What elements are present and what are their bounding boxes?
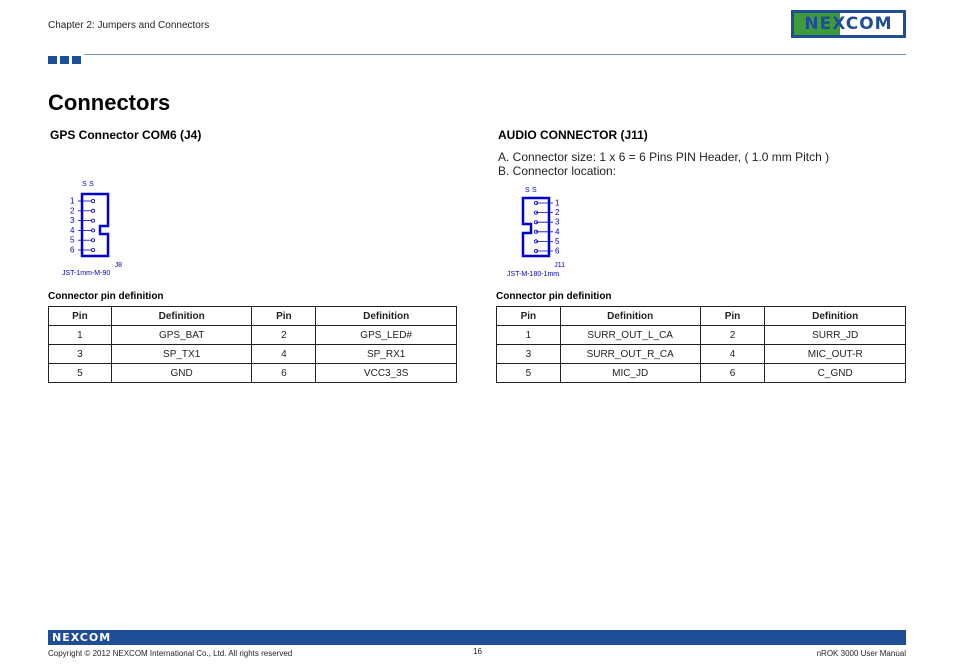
gps-pin-number: 3 [70,216,75,226]
footer-manual-name: nROK 3000 User Manual [816,649,906,658]
page-title: Connectors [48,90,171,115]
audio-connector-diagram [505,183,575,280]
gps-heading: GPS Connector COM6 (J4) [50,128,202,142]
table-header: Definition [765,307,906,326]
table-header: Definition [316,307,457,326]
chapter-label: Chapter 2: Jumpers and Connectors [48,20,210,31]
nexcom-logo [791,10,906,38]
table-header: Pin [700,307,765,326]
audio-pin-number: 4 [555,227,560,237]
footer-page-number: 16 [473,647,482,656]
gps-pin-number: 2 [70,206,75,216]
table-row [497,364,906,383]
gps-mount-s1: S [82,181,87,188]
audio-connector-body [523,198,549,256]
table-cell: 1 [497,326,561,345]
audio-pin-number: 5 [555,236,560,246]
audio-heading: AUDIO CONNECTOR (J11) [498,128,648,142]
table-cell: GPS_LED# [316,326,457,345]
audio-pin-table [496,306,906,383]
table-cell: MIC_JD [560,364,700,383]
table-cell: 4 [252,345,316,364]
table-cell: C_GND [765,364,906,383]
gps-pin-table [48,306,457,383]
gps-pin-marker [91,209,94,212]
gps-ref-label: J8 [114,262,122,269]
gps-part-label: JST-1mm-M-90 [62,270,111,277]
gps-pin-number: 6 [70,245,75,255]
table-header-row [49,307,457,326]
audio-part-label: JST-M-180-1mm [507,271,560,278]
table-cell: SP_RX1 [316,345,457,364]
table-row [49,326,457,345]
table-cell: 4 [700,345,765,364]
table-cell: 2 [700,326,765,345]
table-header: Definition [111,307,252,326]
table-row [497,345,906,364]
table-cell: 5 [497,364,561,383]
table-cell: VCC3_3S [316,364,457,383]
table-cell: 5 [49,364,112,383]
logo-text: NEXCOM [804,14,893,34]
gps-pin-number: 1 [70,196,75,206]
header-rule [84,54,906,55]
table-header: Pin [252,307,316,326]
audio-pin-number: 2 [555,208,560,218]
gps-pin-marker [91,229,94,232]
audio-line-a: A. Connector size: 1 x 6 = 6 Pins PIN Header, ( 1.0 mm Pitch ) [498,150,830,164]
footer-logo: NEXCOM [52,631,112,644]
gps-mount-s2: S [89,181,94,188]
table-row [49,345,457,364]
gps-pin-marker [91,239,94,242]
table-cell: SURR_OUT_L_CA [560,326,700,345]
table-cell: SURR_JD [765,326,906,345]
gps-pin-caption: Connector pin definition [48,291,164,302]
gps-pin-number: 5 [70,235,75,245]
gps-connector-diagram [60,176,140,280]
audio-pin-caption: Connector pin definition [496,291,612,302]
audio-pin-number: 1 [555,198,560,208]
audio-line-b: B. Connector location: [498,164,617,178]
audio-ref-label: J11 [554,262,565,269]
audio-pin-number: 3 [555,217,560,227]
table-header: Definition [560,307,700,326]
table-cell: GPS_BAT [111,326,252,345]
audio-mount-s2: S [532,187,537,194]
table-cell: 6 [252,364,316,383]
gps-mount-labels [82,181,94,188]
table-cell: SURR_OUT_R_CA [560,345,700,364]
table-cell: MIC_OUT-R [765,345,906,364]
gps-connector-body [82,194,108,256]
footer-bar [48,630,906,645]
gps-pin-number: 4 [70,225,75,235]
header-squares [48,51,84,69]
table-cell: 3 [49,345,112,364]
table-header-row [497,307,906,326]
table-cell: 1 [49,326,112,345]
audio-mount-s1: S [525,187,530,194]
table-row [49,364,457,383]
table-header: Pin [49,307,112,326]
table-cell: 2 [252,326,316,345]
table-cell: SP_TX1 [111,345,252,364]
gps-pin-marker [91,248,94,251]
table-cell: 6 [700,364,765,383]
audio-mount-labels [525,187,537,194]
audio-pin-number: 6 [555,246,560,256]
table-cell: 3 [497,345,561,364]
table-row [497,326,906,345]
gps-pin-marker [91,219,94,222]
footer-copyright: Copyright © 2012 NEXCOM International Co., Ltd. All rights reserved [48,649,293,658]
table-cell: GND [111,364,252,383]
table-header: Pin [497,307,561,326]
gps-pin-marker [91,199,94,202]
